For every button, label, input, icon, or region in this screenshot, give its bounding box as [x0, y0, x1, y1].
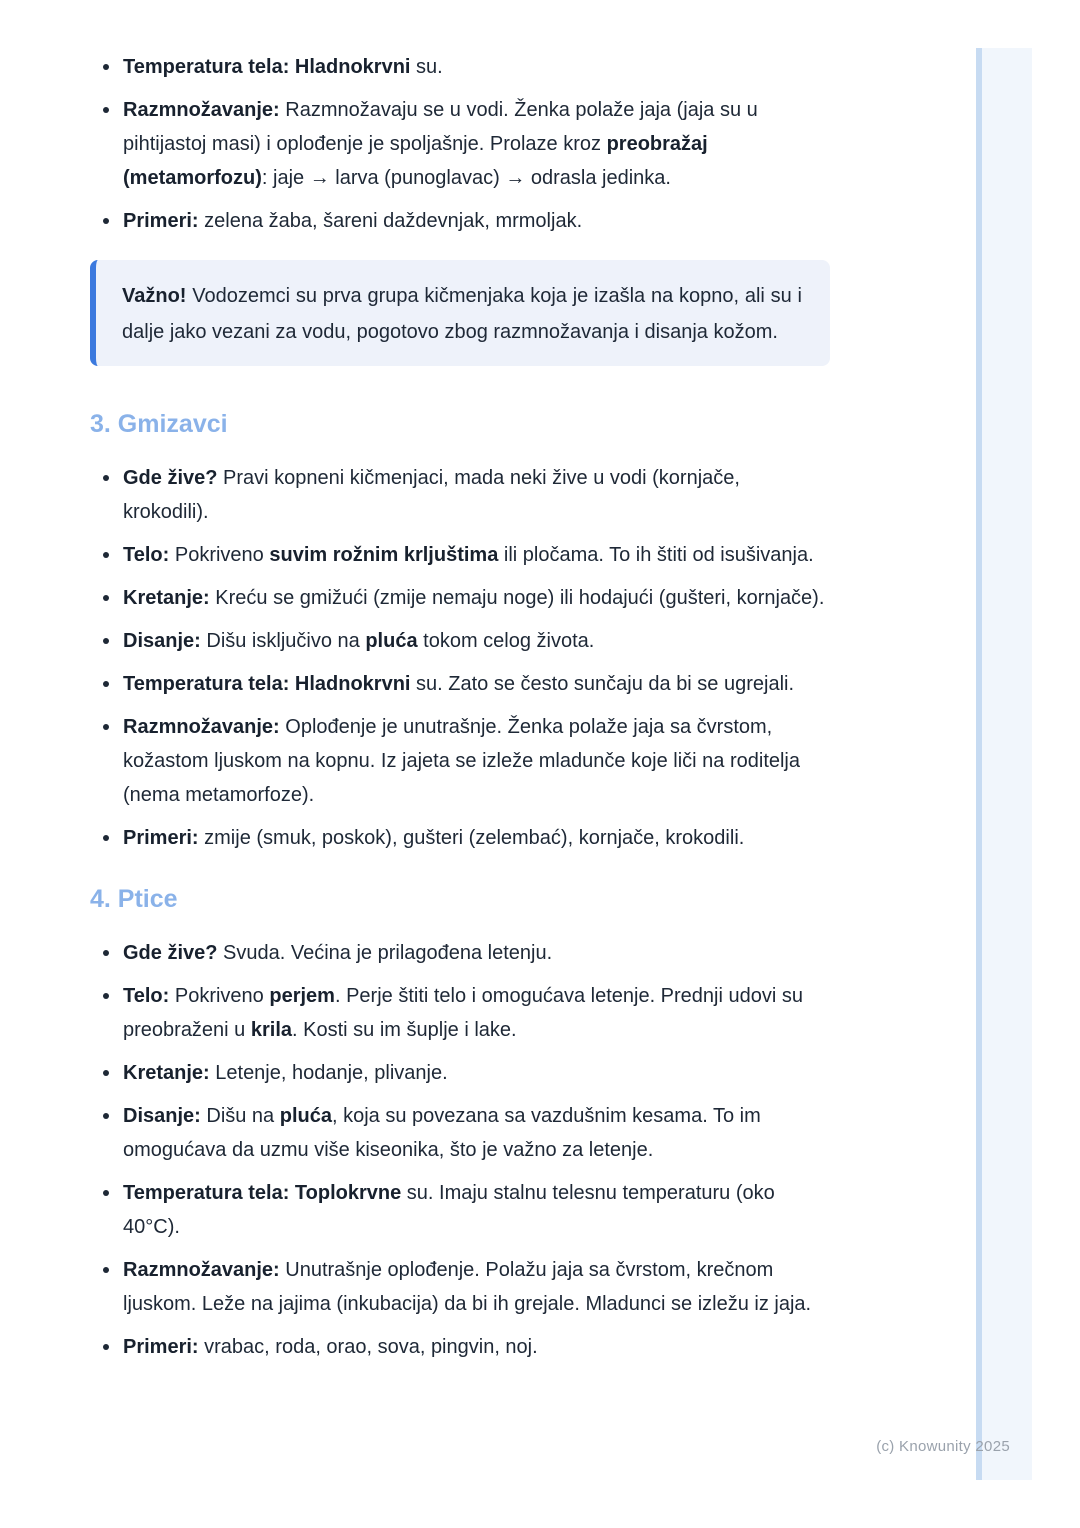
bold-text: Primeri:	[123, 827, 199, 849]
side-strip	[976, 48, 1032, 1480]
section-heading: 3. Gmizavci	[90, 410, 228, 438]
bold-text: Gde žive?	[123, 467, 218, 489]
body-text: , koja su povezana sa vazdušnim kesama. To im omogućava da uzmu više kiseonika, što je važno za letenje.	[123, 1105, 761, 1161]
list-item	[123, 624, 830, 658]
body-text: Vodozemci su prva grupa kičmenjaka koja je izašla na kopno, ali su i dalje jako vezani za vodu, pogotovo zbog razmnožavanja i disanja kožom.	[122, 285, 802, 343]
list-item	[123, 1056, 830, 1090]
bold-text: preobražaj (metamorfozu)	[123, 133, 708, 189]
bold-text: Kretanje:	[123, 587, 210, 609]
body-text: . Perje štiti telo i omogućava letenje. Prednji udovi su preobraženi u	[123, 985, 803, 1041]
body-text: Dišu na	[200, 1105, 280, 1127]
bullet-list	[90, 461, 830, 855]
list-item	[123, 821, 830, 855]
bold-text: Temperatura tela: Toplokrvne	[123, 1182, 402, 1204]
body-text: ili pločama. To ih štiti od isušivanja.	[498, 544, 814, 566]
bold-text: Primeri:	[123, 210, 199, 232]
list-item	[123, 936, 830, 970]
body-text: Letenje, hodanje, plivanje.	[209, 1062, 448, 1084]
list-item	[123, 979, 830, 1047]
bold-text: Telo:	[123, 985, 170, 1007]
bold-text: Primeri:	[123, 1336, 199, 1358]
body-text: su. Zato se često sunčaju da bi se ugrejali.	[410, 673, 795, 695]
important-callout	[90, 260, 830, 366]
body-text: Kreću se gmižući (zmije nemaju noge) ili hodajući (gušteri, kornjače).	[209, 587, 825, 609]
bold-text: Temperatura tela: Hladnokrvni	[123, 673, 411, 695]
list-item	[123, 667, 830, 701]
body-text: zelena žaba, šareni daždevnjak, mrmoljak.	[198, 210, 583, 232]
footer-credit: (c) Knowunity 2025	[876, 1438, 1010, 1455]
body-text: Pokriveno	[169, 985, 270, 1007]
body-text: Dišu isključivo na	[200, 630, 366, 652]
section-heading: 4. Ptice	[90, 885, 178, 913]
bold-text: suvim rožnim krljuštima	[269, 544, 499, 566]
bold-text: Telo:	[123, 544, 170, 566]
body-text: Svuda. Većina je prilagođena letenju.	[217, 942, 553, 964]
bold-text: pluća	[365, 630, 418, 652]
bold-text: perjem	[269, 985, 335, 1007]
body-text: vrabac, roda, orao, sova, pingvin, noj.	[198, 1336, 538, 1358]
callout-text	[122, 278, 802, 350]
body-text: Oplođenje je unutrašnje. Ženka polaže jaja sa čvrstom, kožastom ljuskom na kopnu. Iz jajeta se izleže mladunče koje liči na roditelja (nema metamorfoze).	[123, 716, 801, 806]
list-item	[123, 1330, 830, 1364]
bold-text: pluća	[279, 1105, 332, 1127]
body-text: Pravi kopneni kičmenjaci, mada neki žive u vodi (kornjače, krokodili).	[123, 467, 740, 523]
bold-text: Gde žive?	[123, 942, 218, 964]
bold-text: Razmnožavanje:	[123, 1259, 280, 1281]
body-text: Razmnožavaju se u vodi. Ženka polaže jaja (jaja su u pihtijastoj masi) i oplođenje je spoljašnje. Prolaze kroz	[123, 99, 758, 155]
document-content	[90, 50, 830, 1373]
body-text: Unutrašnje oplođenje. Polažu jaja sa čvrstom, krečnom ljuskom. Leže na jajima (inkubacija) da bi ih grejale. Mladunci se izležu iz jaja.	[123, 1259, 812, 1315]
list-item	[123, 204, 830, 238]
body-text: . Kosti su im šuplje i lake.	[292, 1019, 517, 1041]
list-item	[123, 1253, 830, 1321]
bold-text: krila	[250, 1019, 293, 1041]
list-item	[123, 538, 830, 572]
bullet-list	[90, 50, 830, 238]
bullet-list	[90, 936, 830, 1364]
list-item	[123, 50, 830, 84]
body-text: Pokriveno	[169, 544, 270, 566]
bold-text: Razmnožavanje:	[123, 99, 280, 121]
list-item	[123, 1176, 830, 1244]
body-text: su. Imaju stalnu telesnu temperaturu (oko 40°C).	[123, 1182, 775, 1238]
bold-text: Kretanje:	[123, 1062, 210, 1084]
body-text: : jaje → larva (punoglavac) → odrasla jedinka.	[261, 167, 671, 189]
list-item	[123, 581, 830, 615]
bold-text: Temperatura tela: Hladnokrvni	[123, 56, 411, 78]
bold-text: Važno!	[122, 285, 187, 307]
bold-text: Razmnožavanje:	[123, 716, 280, 738]
body-text: tokom celog života.	[417, 630, 595, 652]
body-text: su.	[410, 56, 443, 78]
list-item	[123, 1099, 830, 1167]
list-item	[123, 461, 830, 529]
body-text: zmije (smuk, poskok), gušteri (zelembać), kornjače, krokodili.	[198, 827, 745, 849]
list-item	[123, 93, 830, 195]
bold-text: Disanje:	[123, 1105, 201, 1127]
bold-text: Disanje:	[123, 630, 201, 652]
list-item	[123, 710, 830, 812]
